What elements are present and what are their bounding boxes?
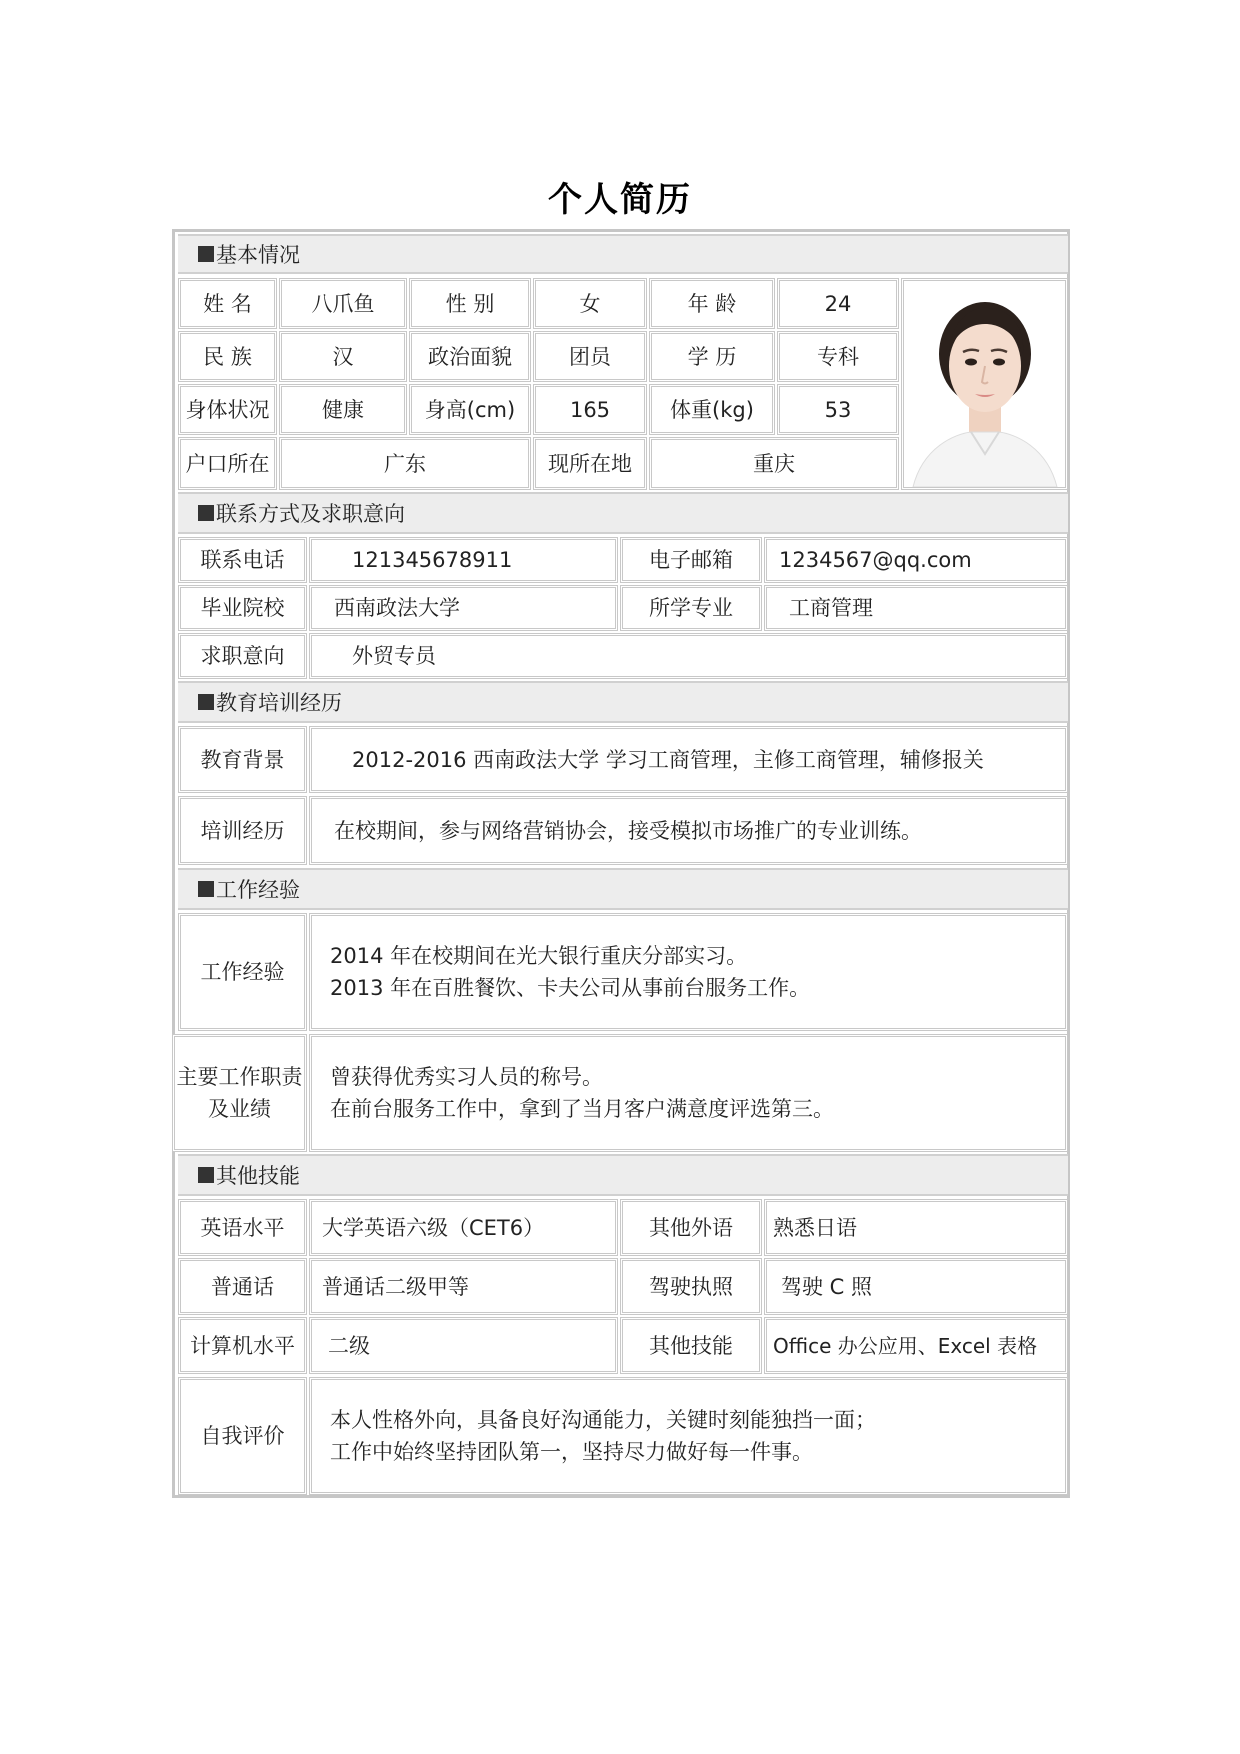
duties-label	[172, 1034, 307, 1152]
other-lang-value: 熟悉日语	[764, 1199, 1068, 1256]
residence-label: 现所在地	[533, 437, 647, 490]
training-value: 在校期间，参与网络营销协会，接受模拟市场推广的专业训练。	[309, 796, 1068, 865]
self-eval-line: 本人性格外向，具备良好沟通能力，关键时刻能独挡一面；	[330, 1408, 876, 1432]
section-title: 教育培训经历	[216, 691, 342, 715]
residence-value: 重庆	[649, 437, 899, 490]
name-label: 姓 名	[178, 278, 277, 329]
duties-line: 在前台服务工作中，拿到了当月客户满意度评选第三。	[330, 1097, 834, 1121]
work-experience-label: 工作经验	[178, 913, 307, 1031]
political-label: 政治面貌	[409, 331, 531, 382]
self-eval-line: 工作中始终坚持团队第一，坚持尽力做好每一件事。	[330, 1440, 813, 1464]
mandarin-label: 普通话	[178, 1258, 307, 1315]
intent-label: 求职意向	[178, 633, 307, 679]
other-lang-label: 其他外语	[620, 1199, 762, 1256]
computer-label: 计算机水平	[178, 1317, 307, 1374]
name-value: 八爪鱼	[279, 278, 407, 329]
section-contact-header	[178, 492, 1068, 534]
degree-label: 学 历	[649, 331, 775, 382]
intent-value: 外贸专员	[309, 633, 1068, 679]
mandarin-value: 普通话二级甲等	[309, 1258, 618, 1315]
self-eval-value	[309, 1377, 1068, 1495]
english-value: 大学英语六级（CET6）	[309, 1199, 618, 1256]
profile-photo	[901, 278, 1068, 490]
license-label: 驾驶执照	[620, 1258, 762, 1315]
square-bullet-icon	[198, 694, 214, 710]
weight-label: 体重(kg)	[649, 384, 775, 435]
square-bullet-icon	[198, 1167, 214, 1183]
ethnic-label: 民 族	[178, 331, 277, 382]
other-skill-label: 其他技能	[620, 1317, 762, 1374]
phone-label: 联系电话	[178, 537, 307, 583]
school-label: 毕业院校	[178, 585, 307, 631]
section-skills-header	[178, 1154, 1068, 1196]
duties-line: 曾获得优秀实习人员的称号。	[330, 1065, 603, 1089]
computer-value: 二级	[309, 1317, 618, 1374]
section-education-header	[178, 681, 1068, 723]
training-label: 培训经历	[178, 796, 307, 865]
work-experience-value	[309, 913, 1068, 1031]
page-title: 个人简历	[548, 180, 692, 220]
work-experience-line: 2014 年在校期间在光大银行重庆分部实习。	[330, 944, 748, 968]
major-label: 所学专业	[620, 585, 762, 631]
hukou-label: 户口所在	[178, 437, 277, 490]
portrait-photo-icon	[905, 282, 1065, 487]
ethnic-value: 汉	[279, 331, 407, 382]
duties-label-line: 主要工作职责	[176, 1065, 303, 1089]
square-bullet-icon	[198, 246, 214, 262]
section-basic-header	[178, 234, 1068, 274]
height-value: 165	[533, 384, 647, 435]
health-label: 身体状况	[178, 384, 277, 435]
major-value: 工商管理	[764, 585, 1068, 631]
section-title: 联系方式及求职意向	[216, 502, 405, 526]
school-value: 西南政法大学	[309, 585, 618, 631]
other-skill-value: Office 办公应用、Excel 表格	[764, 1317, 1068, 1374]
self-eval-label: 自我评价	[178, 1377, 307, 1495]
age-value: 24	[777, 278, 899, 329]
section-title: 基本情况	[216, 243, 300, 267]
license-value: 驾驶 C 照	[764, 1258, 1068, 1315]
age-label: 年 龄	[649, 278, 775, 329]
section-title: 工作经验	[216, 878, 300, 902]
work-experience-line: 2013 年在百胜餐饮、卡夫公司从事前台服务工作。	[330, 976, 811, 1000]
duties-value	[309, 1034, 1068, 1152]
gender-label: 性 别	[409, 278, 531, 329]
health-value: 健康	[279, 384, 407, 435]
phone-value: 121345678911	[309, 537, 618, 583]
political-value: 团员	[533, 331, 647, 382]
edu-background-value: 2012-2016 西南政法大学 学习工商管理，主修工商管理，辅修报关	[309, 726, 1068, 793]
edu-background-label: 教育背景	[178, 726, 307, 793]
square-bullet-icon	[198, 881, 214, 897]
hukou-value: 广东	[279, 437, 531, 490]
email-value: 1234567@qq.com	[764, 537, 1068, 583]
section-title: 其他技能	[216, 1164, 300, 1188]
email-label: 电子邮箱	[620, 537, 762, 583]
square-bullet-icon	[198, 505, 214, 521]
weight-value: 53	[777, 384, 899, 435]
english-label: 英语水平	[178, 1199, 307, 1256]
gender-value: 女	[533, 278, 647, 329]
degree-value: 专科	[777, 331, 899, 382]
duties-label-line: 及业绩	[208, 1097, 271, 1121]
height-label: 身高(cm)	[409, 384, 531, 435]
section-work-header	[178, 868, 1068, 910]
